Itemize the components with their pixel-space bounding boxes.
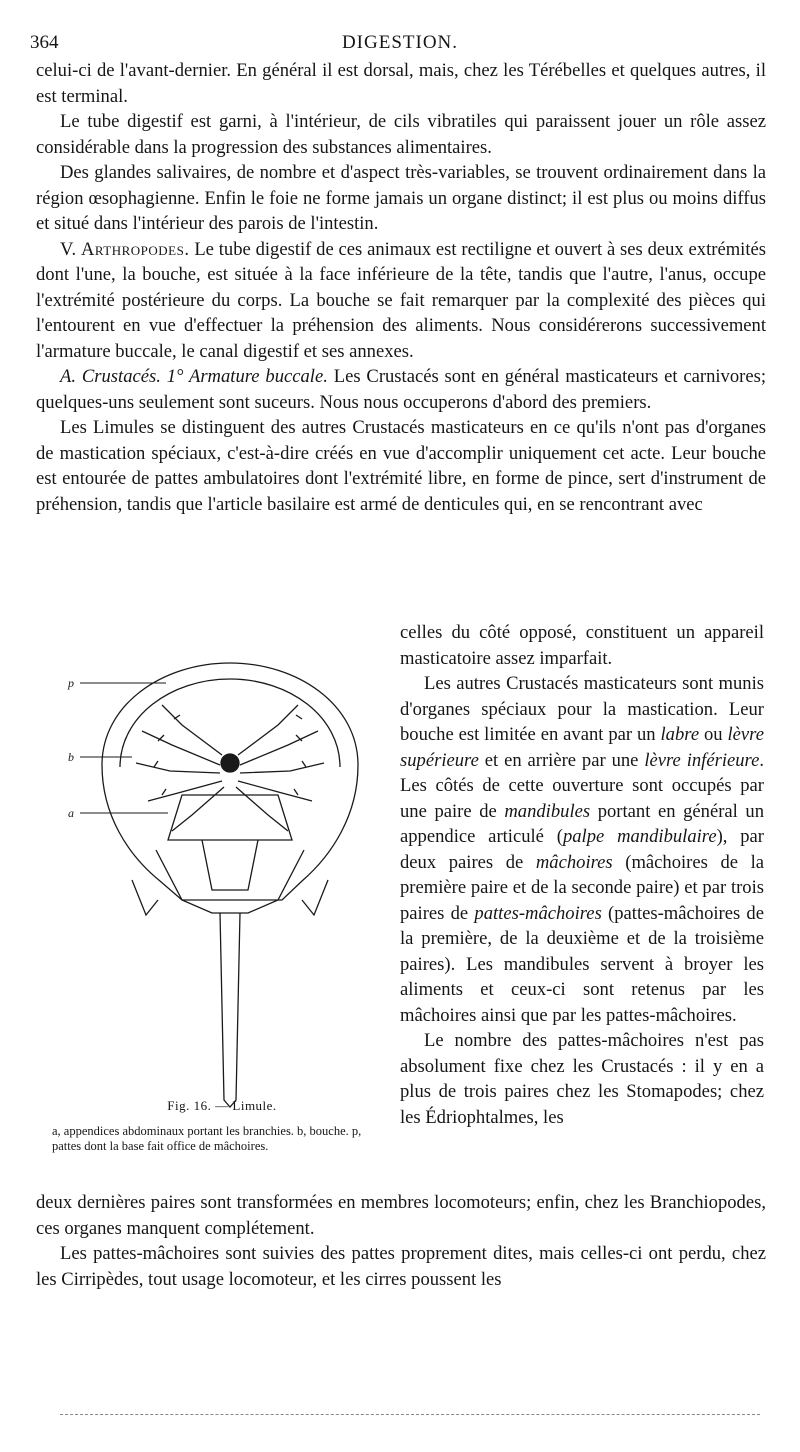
paragraph-arthropodes — [36, 237, 766, 365]
paragraph-limules: Les Limules se distinguent des autres Crustacés masticateurs en ce qu'ils n'ont pas d'organes de mastication spéciaux, c'est-à-dire créés en vue d'accomplir uniquement cet acte. Leur bouche est entourée de pattes ambulatoires dont l'extrémité libre, en forme de pince, sert d'instrument de préhension, tandis que l'article basilaire est armé de denticules qui, en se rencontrant avec — [36, 417, 766, 515]
paragraph-continuation: celui-ci de l'avant-dernier. En général il est dorsal, mais, chez les Térébelles et quelques autres, il est terminal. — [36, 60, 766, 107]
term-labre: labre — [660, 724, 700, 745]
figure-title: Fig. 16. — Limule. — [167, 1098, 277, 1113]
figure-label-a: a — [68, 806, 74, 820]
term-mandibules: mandibules — [504, 800, 591, 822]
mouth-b — [221, 754, 239, 772]
telson — [220, 913, 240, 1107]
arthropodes-text: Le tube digestif de ces animaux est rectiligne et ouvert à ses deux extrémités dont l'une, la bouche, est située à la face inférieure de la tête, tandis que l'autre, l'anus, occupe l'extrémité postérieure du corps. La bouche se fait remarquer par la complexité des pièces qui l'entourent en vue d'effectuer la préhension des aliments. Nous considérerons successivement l'armature buccale, le canal digestif et ses annexes. — [36, 238, 766, 362]
page-header — [30, 32, 770, 56]
term-levre-superieure: lèvre supérieure — [400, 724, 764, 771]
carapace-outline — [102, 663, 358, 900]
term-levre-inferieure: lèvre inférieure — [644, 749, 760, 771]
text-block-right — [400, 620, 764, 1130]
paragraph-tube-digestif: Le tube digestif est garni, à l'intérieur, de cils vibratiles qui paraissent jouer un rôle assez considérable dans la progression des substances alimentaires. — [36, 111, 766, 158]
paragraph-pattes-suivies: Les pattes-mâchoires sont suivies des pattes proprement dites, mais celles-ci ont perdu, chez les Cirripèdes, tout usage locomoteur, et les cirres poussent les — [36, 1243, 766, 1290]
figure-label-b: b — [68, 750, 74, 764]
paragraph-nombre-pattes: Le nombre des pattes-mâchoires n'est pas absolument fixe chez les Crustacés : il y en a plus de trois paires chez les Stomapodes; chez les Édriophtalmes, les — [400, 1030, 764, 1128]
text-block-top — [36, 58, 766, 517]
footer-rule — [60, 1414, 760, 1415]
figure-limule — [62, 645, 392, 1115]
figure-legend: a, appendices abdominaux portant les branchies. b, bouche. p, pattes dont la base fait office de mâchoires. — [52, 1124, 362, 1153]
running-title: DIGESTION. — [341, 32, 459, 53]
abdomen-outline — [156, 850, 304, 913]
term-palpe-mandibulaire: palpe mandibulaire — [562, 826, 717, 847]
figure-caption — [52, 1098, 392, 1154]
term-machoires: mâchoires — [535, 851, 613, 873]
paragraph-crustaces — [36, 364, 766, 415]
paragraph-deux-dernieres: deux dernières paires sont transformées en membres locomoteurs; enfin, chez les Branchiopodes, ces organes manquent complétement. — [36, 1192, 766, 1239]
figure-label-p: p — [68, 676, 74, 690]
paragraph-autres-crustaces: Les autres Crustacés masticateurs sont munis d'organes spéciaux pour la mastication. Leur bouche est limitée en avant par un labre ou lèvre supérieure et en arrière par une lèvre inférieure. Les côtés de cette ouverture sont occupés par une paire de mandibules portant en général un appendice articulé (palpe mandibulaire), par deux paires de mâchoires (mâchoires de la première paire et de la seconde paire) et par trois paires de pattes-mâchoires (pattes-mâchoires de la première, de la deuxième et de la troisième paires). Les mandibules servent à broyer les aliments et ceux-ci sont retenus par les mâchoires ainsi que par les pattes-mâchoires. — [400, 673, 765, 1026]
term-pattes-machoires: pattes-mâchoires — [474, 902, 602, 924]
crustaces-text: Les Crustacés sont en général masticateurs et carnivores; quelques-uns seulement sont suceurs. Nous nous occuperons d'abord des premiers. — [36, 366, 766, 413]
limule-illustration — [62, 645, 392, 1115]
paragraph-continuation-right: celles du côté opposé, constituent un appareil masticatoire assez imparfait. — [400, 622, 764, 669]
section-label-arthropodes: V. Arthropodes. — [60, 238, 190, 260]
page-number: 364 — [30, 32, 59, 53]
paragraph-glandes: Des glandes salivaires, de nombre et d'aspect très-variables, se trouvent ordinairement dans la région œsophagienne. Enfin le foie ne forme jamais un organe distinct; il est plus ou moins diffus et situé dans l'intérieur des parois de l'intestin. — [36, 162, 766, 234]
section-label-crustaces: A. Crustacés. 1° Armature buccale. — [60, 366, 328, 387]
text-block-bottom — [36, 1190, 766, 1292]
